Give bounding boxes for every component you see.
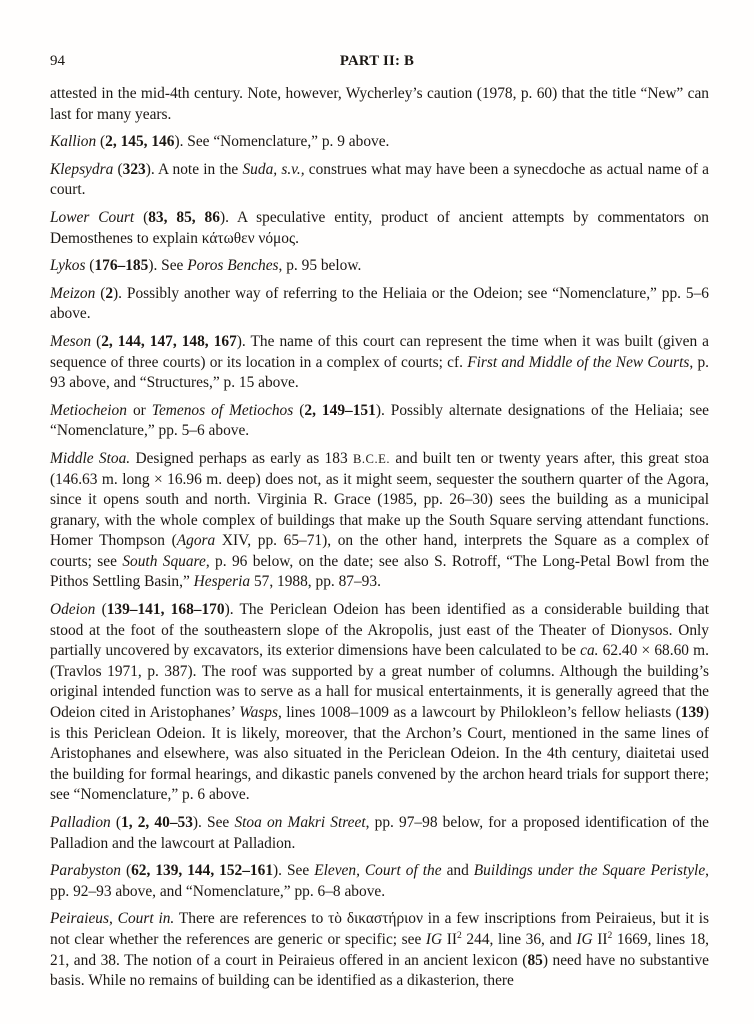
text-segment: 1, 2, 40–53 (121, 814, 193, 831)
entry-paragraph (50, 332, 709, 394)
page-number: 94 (50, 53, 65, 69)
text-segment: 85 (527, 951, 543, 969)
text-segment: Agora (176, 532, 216, 550)
text-segment: ). See (273, 862, 315, 880)
text-segment: ). The Periclean Odeion has been identified as a considerable building that stood at the foot of the southeastern slope of the Akropolis, just east of the Theater of Dionysos. Only partially uncovered by excavators, its exterior dimensions have been calculated to be (50, 601, 709, 660)
entry-paragraph (50, 284, 709, 325)
text-segment: Metiocheion (50, 401, 127, 419)
text-segment: IG (576, 930, 593, 948)
entry-paragraph (50, 160, 709, 201)
text-segment: Meizon (50, 284, 96, 302)
text-segment: II (592, 930, 608, 948)
text-segment: 2, 145, 146 (105, 133, 175, 151)
text-segment: Meson (50, 332, 92, 350)
text-segment: and built ten or twenty years after, this great stoa (146.63 m. long × 16.96 m. deep) does not, as it might seem, sequester the southern quarter of the Agora, since it opens south and north. Virginia R. Grace (1985, pp. 26–30) sees the building as a municipal granary, with the whole complex of buildings that make up the South Square serving attendant functions. Homer Thompson ( (50, 449, 709, 550)
text-segment: , pp. 92–93 above, and “Nomenclature,” pp. 6–8 above. (50, 862, 710, 900)
text-segment: 62.40 × 68.60 m. (Travlos 1971, p. 387). The roof was supported by a great number of columns. Although the building’s original intended function was to serve as a hall for musical entertainments, it is generally agreed that the Odeion cited in Aristophanes’ (50, 642, 709, 722)
text-segment: ( (91, 332, 102, 350)
entry-paragraph (50, 861, 709, 902)
text-segment: ). See (148, 257, 188, 275)
text-segment: , p. 96 below, on the date; see also S. Rotroff, “The Long-Petal Bowl from the Pithos Settling Basin,” (50, 552, 709, 591)
text-segment: , pp. 97–98 below, for a proposed identification of the Palladion and the lawcourt at Palladion. (50, 814, 709, 852)
text-segment: 244, line 36, and (461, 930, 577, 948)
text-segment: ( (95, 601, 107, 619)
entry-paragraph (50, 401, 709, 442)
text-segment: ( (95, 284, 106, 302)
text-segment: ). A note in the (145, 160, 243, 178)
text-segment: B.C.E. (352, 451, 390, 466)
text-segment: 2 (457, 929, 462, 941)
text-segment: 2 (105, 284, 114, 302)
text-segment: ca. (580, 642, 599, 660)
text-segment: ). A speculative entity, product of ancient attempts by commentators on Demosthenes to explain κάτωθεν νόμος. (50, 208, 709, 247)
text-segment: ). Possibly another way of referring to the Heliaia or the Odeion; see “Nomenclature,” pp. 5–6 above. (50, 284, 709, 323)
text-segment: , p. 93 above, and “Structures,” p. 15 above. (50, 353, 709, 392)
text-segment: Wasps (239, 704, 278, 722)
text-segment: 139 (680, 704, 704, 722)
text-segment: Designed perhaps as early as 183 (130, 449, 353, 467)
entry-paragraph (50, 132, 709, 153)
text-segment: Palladion (50, 814, 111, 831)
entry-paragraph (50, 84, 709, 125)
text-segment: Poros Benches (187, 257, 279, 275)
text-segment: ( (134, 208, 149, 226)
entry-paragraph (50, 909, 709, 991)
text-segment: II (442, 930, 458, 948)
text-segment: 2, 149–151 (304, 401, 376, 419)
text-segment: ) is this Periclean Odeion. It is likely, moreover, that the Archon’s Court, mentioned in the same lines of Aristophanes and elsewhere, was also situated in the Periclean Odeion. In the 4th century, diaitetai used the building for formal hearings, and dikastic panels convened by the archon heard trials for support there; see “Nomenclature,” p. 6 above. (50, 704, 709, 804)
text-segment: First and Middle of the New Courts (467, 353, 690, 371)
text-block (50, 84, 709, 999)
text-segment: and (441, 862, 474, 880)
text-segment: 62, 139, 144, 152–161 (131, 862, 274, 880)
text-segment: construes what may have been a synecdoche as actual name of a court. (50, 160, 709, 199)
text-segment: South Square (122, 552, 206, 570)
text-segment: IG (425, 930, 443, 948)
text-segment: Temenos of Metiochos (151, 401, 294, 419)
text-segment: 57, 1988, pp. 87–93. (250, 573, 381, 591)
text-segment: Suda, s.v., (242, 160, 305, 178)
text-segment: ). See “Nomenclature,” p. 9 above. (174, 133, 390, 151)
entry-paragraph (50, 208, 709, 249)
text-segment: Odeion (50, 601, 96, 619)
text-segment: XIV, pp. 65–71), on the other hand, interprets the Square as a complex of courts; see (50, 532, 709, 570)
text-segment: Hesperia (193, 573, 251, 591)
text-segment: 2, 144, 147, 148, 167 (101, 332, 237, 350)
running-head: PART II: B (339, 53, 415, 69)
text-segment: 1669, lines 18, 21, and 38. The notion of a court in Peiraieus offered in an ancient lexicon ( (50, 930, 709, 969)
text-segment: or (126, 401, 152, 419)
text-segment: attested in the mid-4th century. Note, however, Wycherley’s caution (1978, p. 60) that the title “New” can last for many years. (50, 85, 709, 123)
text-segment: Peiraieus, Court in. (50, 910, 175, 928)
text-segment: Buildings under the Square Peristyle (473, 862, 706, 880)
text-segment: ( (120, 862, 132, 880)
entry-paragraph (50, 256, 709, 277)
text-segment: 2 (607, 929, 613, 941)
text-segment: ( (85, 257, 95, 275)
text-segment: Stoa on Makri Street (234, 814, 366, 831)
text-segment: Klepsydra (50, 160, 114, 178)
text-segment: ( (113, 160, 123, 178)
text-segment: , lines 1008–1009 as a lawcourt by Philokleon’s fellow heliasts ( (277, 704, 681, 722)
text-segment: Parabyston (50, 862, 121, 880)
text-segment: ). See (192, 814, 235, 831)
text-segment: There are references to τὸ δικαστήριον in a few inscriptions from Peiraieus, but it is not clear whether the references are generic or specific; see (50, 910, 709, 948)
text-segment: ). The name of this court can represent the time when it was built (given a sequence of three courts) or its location in a complex of courts; cf. (50, 332, 709, 371)
text-segment: 176–185 (94, 257, 149, 275)
entry-paragraph (50, 813, 709, 854)
text-segment: ( (96, 133, 106, 151)
text-segment: Eleven, Court of the (314, 862, 442, 880)
text-segment: , p. 95 below. (278, 257, 362, 275)
text-segment: 83, 85, 86 (148, 208, 220, 226)
text-segment: Lykos (50, 257, 86, 275)
text-segment: ). Possibly alternate designations of the Heliaia; see “Nomenclature,” pp. 5–6 above. (50, 401, 709, 440)
text-segment: Lower Court (50, 208, 135, 226)
text-segment: ( (293, 401, 305, 419)
text-segment: ( (110, 814, 122, 831)
text-segment: 323 (122, 160, 146, 178)
entry-paragraph (50, 449, 709, 593)
entry-paragraph (50, 600, 709, 806)
text-segment: 139–141, 168–170 (106, 601, 225, 619)
text-segment: ) need have no substantive basis. While no remains of building can be identified as a dikasterion, there (50, 951, 709, 990)
text-segment: Kallion (50, 133, 97, 151)
text-segment: Middle Stoa. (50, 449, 131, 467)
